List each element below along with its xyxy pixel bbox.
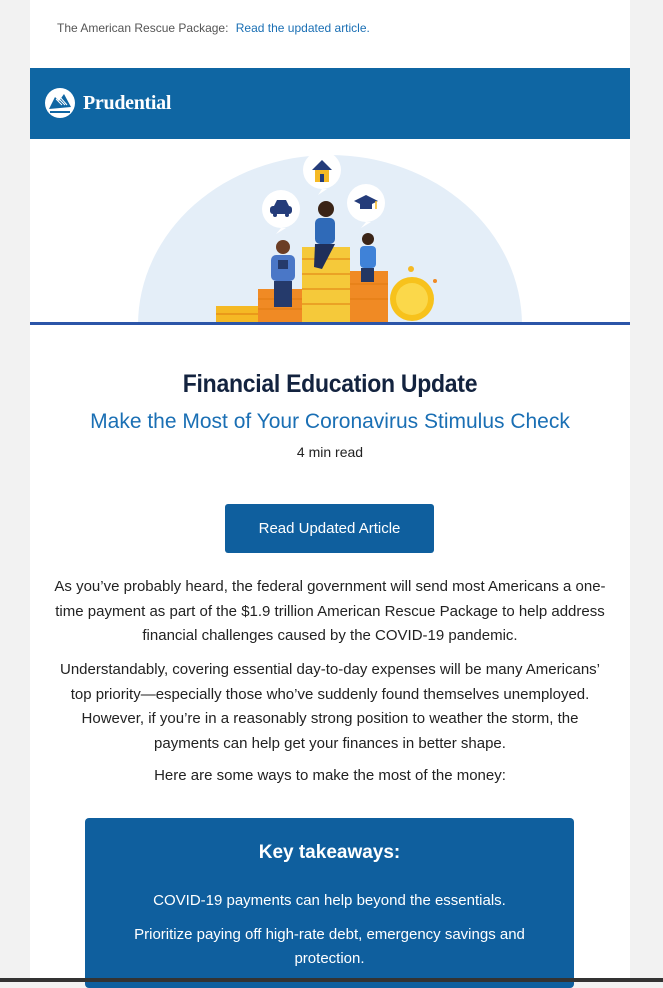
- brand-logo-text: Prudential: [83, 92, 172, 114]
- preheader: [57, 21, 370, 35]
- takeaway-item: Prioritize paying off high-rate debt, emergency savings and protection.: [134, 926, 525, 967]
- hero-illustration: [30, 139, 630, 325]
- body-paragraph: As you’ve probably heard, the federal government will send most Americans a one-time payment as part of the $1.9 trillion American Rescue Package to help address financial challenges caused by the COVID-19 pandemic.: [54, 578, 606, 644]
- body-paragraph: Understandably, covering essential day-to-day expenses will be many Americans’ top priority—especially those who’ve suddenly found themselves unemployed. However, if you’re in a reasonably strong position to weather the storm, the payments can help get your finances in better shape.: [60, 661, 600, 752]
- window-bottom-edge: [0, 978, 663, 982]
- prudential-rock-logo-icon: [44, 87, 76, 119]
- body-paragraph: Here are some ways to make the most of the money:: [154, 767, 506, 784]
- read-time: 4 min read: [296, 444, 364, 460]
- person-child-figure: [360, 233, 376, 282]
- takeaway-item: COVID-19 payments can help beyond the essentials.: [153, 892, 506, 909]
- key-takeaways-box: [85, 818, 574, 988]
- read-updated-article-button[interactable]: Read Updated Article: [225, 504, 434, 553]
- email-body: [30, 0, 630, 982]
- brand-header: [30, 68, 630, 139]
- key-takeaways-title: Key takeaways:: [258, 842, 401, 863]
- preheader-text: The American Rescue Package:: [57, 21, 229, 35]
- preheader-link[interactable]: Read the updated article.: [235, 21, 370, 35]
- article-subtitle: Make the Most of Your Coronavirus Stimulus Check: [90, 410, 570, 433]
- page-title: Financial Education Update: [182, 370, 478, 398]
